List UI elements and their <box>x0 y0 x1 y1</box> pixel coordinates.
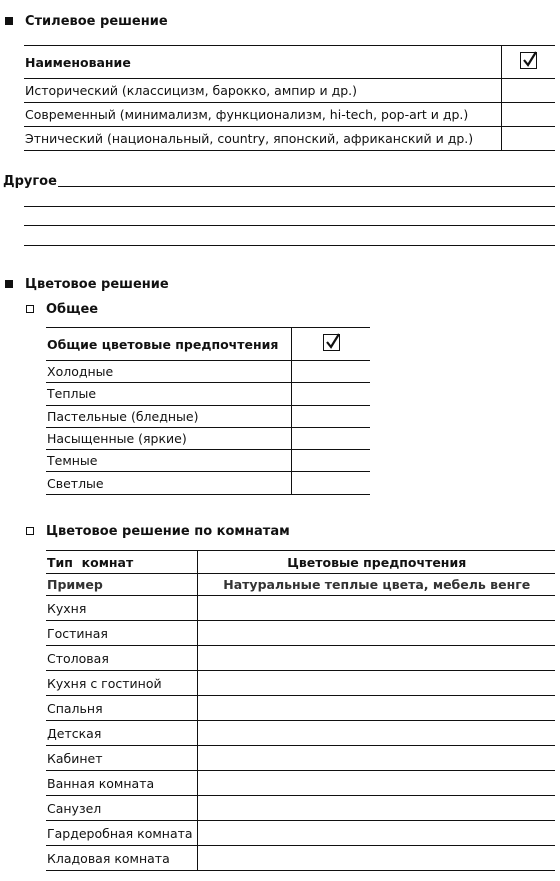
color-option-label: Насыщенные (яркие) <box>46 427 291 449</box>
room-pref-cell[interactable] <box>197 646 555 671</box>
table-row <box>46 361 370 383</box>
room-pref-cell[interactable] <box>197 746 555 771</box>
room-pref-cell[interactable] <box>197 721 555 746</box>
room-pref-cell[interactable] <box>197 596 555 621</box>
table-row <box>46 472 370 494</box>
table-row <box>46 574 555 596</box>
rooms-subsection-title: Цветовое решение по комнатам <box>45 524 290 539</box>
table-row <box>46 671 555 696</box>
general-color-table <box>46 327 370 495</box>
checkmark-icon <box>323 334 340 351</box>
other-input-line[interactable] <box>24 245 555 246</box>
style-option-check-cell[interactable] <box>501 79 555 103</box>
table-row <box>46 796 555 821</box>
square-bullet-icon <box>5 280 13 288</box>
style-section-title: Стилевое решение <box>24 14 168 29</box>
style-option-label: Исторический (классицизм, барокко, ампир и др.) <box>24 79 501 103</box>
sample-value: Натуральные теплые цвета, мебель венге <box>197 574 555 596</box>
checkmark-icon <box>520 52 537 69</box>
room-label: Столовая <box>46 646 197 671</box>
room-label: Детская <box>46 721 197 746</box>
room-pref-cell[interactable] <box>197 771 555 796</box>
style-table-check-header <box>501 46 555 79</box>
rooms-subsection-heading <box>26 523 290 539</box>
table-row <box>46 821 555 846</box>
color-option-check-cell[interactable] <box>291 405 370 427</box>
room-label: Гостиная <box>46 621 197 646</box>
other-input-line[interactable] <box>24 225 555 226</box>
table-row <box>46 450 370 472</box>
style-option-check-cell[interactable] <box>501 103 555 127</box>
color-option-label: Холодные <box>46 361 291 383</box>
table-row <box>46 646 555 671</box>
table-row <box>24 127 555 151</box>
table-row <box>46 596 555 621</box>
room-pref-cell[interactable] <box>197 696 555 721</box>
color-option-check-cell[interactable] <box>291 450 370 472</box>
room-label: Ванная комната <box>46 771 197 796</box>
color-option-check-cell[interactable] <box>291 383 370 405</box>
rooms-type-header: Тип комнат <box>46 551 197 574</box>
room-pref-cell[interactable] <box>197 621 555 646</box>
table-row <box>24 79 555 103</box>
color-option-label: Пастельные (бледные) <box>46 405 291 427</box>
style-table <box>24 45 555 151</box>
table-row <box>46 721 555 746</box>
room-label: Кухня <box>46 596 197 621</box>
style-option-label: Этнический (национальный, country, японский, африканский и др.) <box>24 127 501 151</box>
color-option-check-cell[interactable] <box>291 361 370 383</box>
style-table-header: Наименование <box>24 46 501 79</box>
general-subsection-title: Общее <box>45 302 99 317</box>
color-section-title: Цветовое решение <box>24 277 169 292</box>
table-row <box>46 405 370 427</box>
room-pref-cell[interactable] <box>197 796 555 821</box>
hollow-square-bullet-icon <box>26 305 34 313</box>
sample-label: Пример <box>46 574 197 596</box>
color-section-heading <box>5 276 169 292</box>
square-bullet-icon <box>5 17 13 25</box>
other-input-line[interactable] <box>58 186 555 187</box>
table-row <box>46 621 555 646</box>
room-label: Кладовая комната <box>46 846 197 871</box>
general-color-check-header <box>291 328 370 361</box>
other-label: Другое <box>3 174 57 189</box>
room-label: Гардеробная комната <box>46 821 197 846</box>
style-option-check-cell[interactable] <box>501 127 555 151</box>
hollow-square-bullet-icon <box>26 527 34 535</box>
table-row <box>46 846 555 871</box>
table-row <box>24 103 555 127</box>
room-label: Кабинет <box>46 746 197 771</box>
other-input-line[interactable] <box>24 206 555 207</box>
color-option-label: Темные <box>46 450 291 472</box>
room-pref-cell[interactable] <box>197 671 555 696</box>
color-option-label: Теплые <box>46 383 291 405</box>
general-subsection-heading <box>26 301 98 317</box>
rooms-color-table <box>46 550 555 871</box>
room-label: Кухня с гостиной <box>46 671 197 696</box>
style-section-heading <box>5 13 168 29</box>
table-row <box>46 771 555 796</box>
table-row <box>46 427 370 449</box>
room-pref-cell[interactable] <box>197 846 555 871</box>
table-row <box>46 383 370 405</box>
table-row <box>46 696 555 721</box>
room-pref-cell[interactable] <box>197 821 555 846</box>
table-row <box>46 746 555 771</box>
general-color-header: Общие цветовые предпочтения <box>46 328 291 361</box>
rooms-pref-header: Цветовые предпочтения <box>197 551 555 574</box>
color-option-label: Светлые <box>46 472 291 494</box>
color-option-check-cell[interactable] <box>291 427 370 449</box>
room-label: Санузел <box>46 796 197 821</box>
room-label: Спальня <box>46 696 197 721</box>
style-option-label: Современный (минимализм, функционализм, hi-tech, pop-art и др.) <box>24 103 501 127</box>
color-option-check-cell[interactable] <box>291 472 370 494</box>
